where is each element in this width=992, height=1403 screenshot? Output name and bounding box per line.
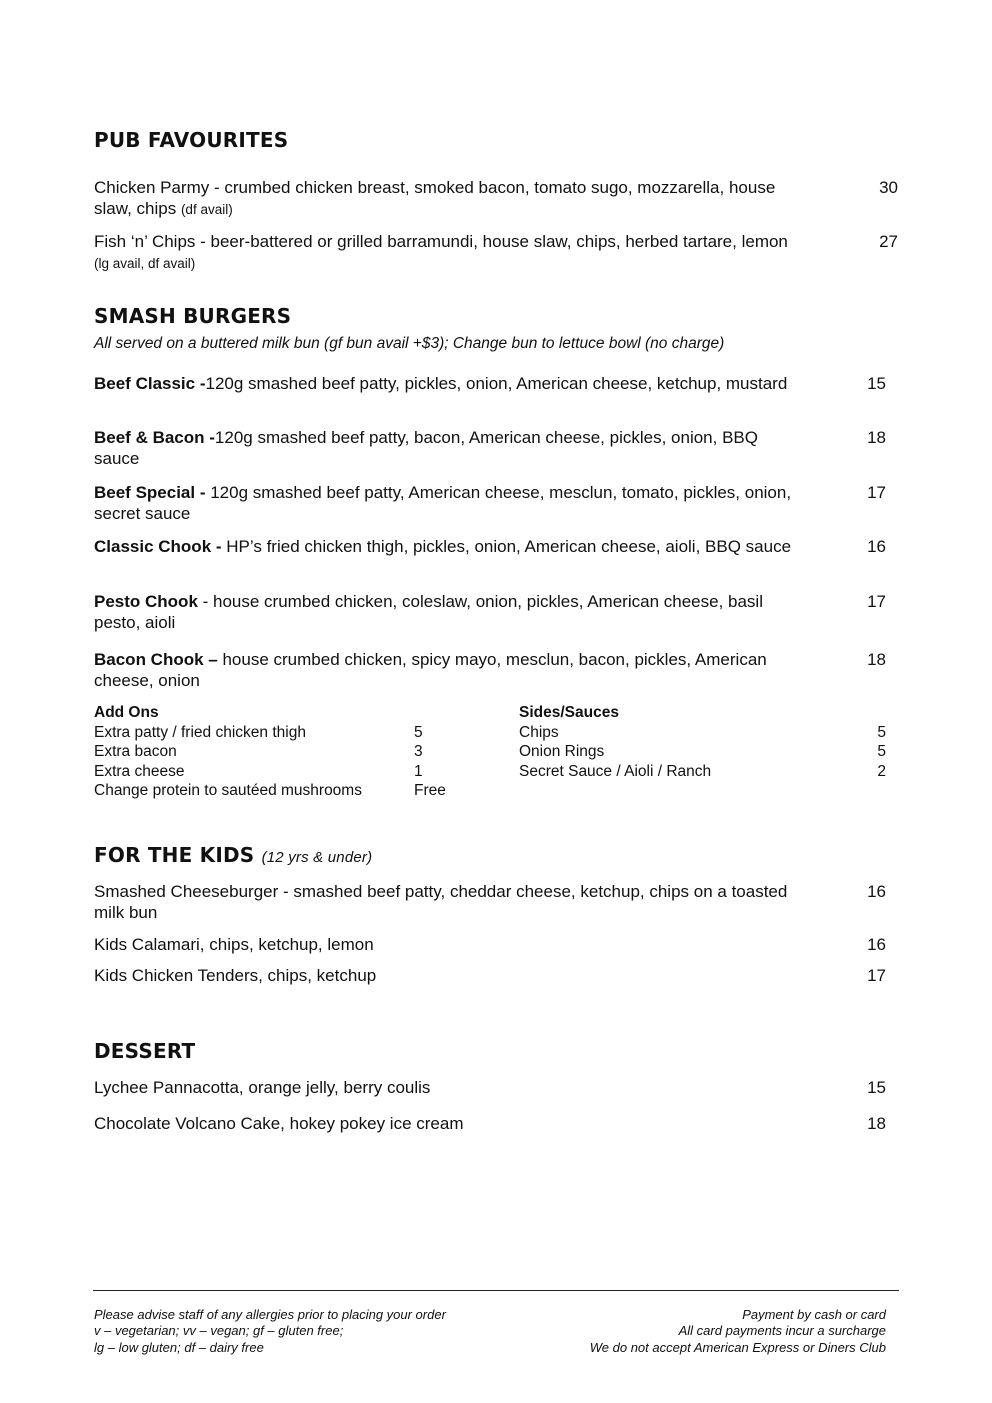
item-description: - beer-battered or grilled barramundi, house slaw, chips, herbed tartare, lemon <box>195 232 788 251</box>
section-title-smash-burgers: SMASH BURGERS <box>94 304 292 328</box>
footer-allergy-notes <box>94 1307 446 1356</box>
add-on-row <box>94 742 454 762</box>
item-description: Chocolate Volcano Cake, hokey pokey ice cream <box>94 1114 464 1133</box>
item-description: - house crumbed chicken, coleslaw, onion, pickles, American cheese, basil pesto, aioli <box>94 592 763 632</box>
item-name: Beef Classic - <box>94 374 206 393</box>
item-description: Smashed Cheeseburger - smashed beef patty, cheddar cheese, ketchup, chips on a toasted milk bun <box>94 882 788 922</box>
item-description: HP’s fried chicken thigh, pickles, onion, American cheese, aioli, BBQ sauce <box>221 537 792 556</box>
item-description: 120g smashed beef patty, bacon, American cheese, pickles, onion, BBQ sauce <box>94 428 758 468</box>
section-title-pub-favourites: PUB FAVOURITES <box>94 128 289 152</box>
side-row <box>519 742 886 762</box>
menu-item-fish-n-chips <box>94 231 898 274</box>
menu-item-chicken-parmy <box>94 177 898 220</box>
side-price: 2 <box>877 762 886 780</box>
item-description: house crumbed chicken, spicy mayo, mesclun, bacon, pickles, American cheese, onion <box>94 650 767 690</box>
item-price: 16 <box>867 935 886 954</box>
dietary-note: (lg avail, df avail) <box>94 256 196 271</box>
side-price: 5 <box>877 723 886 741</box>
add-on-row <box>94 781 454 801</box>
footer-divider <box>93 1290 899 1291</box>
menu-item-kids-chicken-tenders <box>94 965 898 986</box>
side-row <box>519 762 886 782</box>
footer-line: All card payments incur a surcharge <box>678 1323 886 1339</box>
item-name: Fish ‘n’ Chips <box>94 232 196 251</box>
item-description: 120g smashed beef patty, American cheese, mesclun, tomato, pickles, onion, secret sauce <box>94 483 792 523</box>
menu-item-pesto-chook <box>94 591 898 633</box>
side-label: Chips <box>519 723 559 741</box>
item-price: 15 <box>867 1078 886 1097</box>
item-price: 16 <box>867 537 886 556</box>
menu-item-beef-classic <box>94 373 898 394</box>
add-on-label: Extra patty / fried chicken thigh <box>94 723 306 741</box>
item-description: Lychee Pannacotta, orange jelly, berry coulis <box>94 1078 431 1097</box>
kids-age-note: (12 yrs & under) <box>261 849 373 866</box>
item-name: Bacon Chook – <box>94 650 218 669</box>
add-on-row <box>94 723 454 743</box>
side-label: Secret Sauce / Aioli / Ranch <box>519 762 712 780</box>
add-on-row <box>94 762 454 782</box>
footer-line: Please advise staff of any allergies prior to placing your order <box>94 1307 446 1322</box>
footer-payment-notes <box>590 1307 886 1356</box>
item-name: Chicken Parmy <box>94 178 210 197</box>
item-name: Beef Special - <box>94 483 206 502</box>
item-name: Beef & Bacon - <box>94 428 215 447</box>
kids-title-text: FOR THE KIDS <box>94 843 255 867</box>
item-price: 27 <box>879 232 898 251</box>
item-price: 18 <box>867 428 886 447</box>
menu-item-kids-calamari <box>94 934 898 955</box>
item-price: 18 <box>867 650 886 669</box>
menu-item-chocolate-volcano-cake <box>94 1113 898 1134</box>
add-on-price: 3 <box>414 743 423 760</box>
add-ons-heading: Add Ons <box>94 704 159 721</box>
sides-column <box>519 703 886 781</box>
menu-item-bacon-chook <box>94 649 898 691</box>
item-price: 15 <box>867 374 886 393</box>
add-on-price: Free <box>414 782 446 799</box>
item-description: Kids Calamari, chips, ketchup, lemon <box>94 935 374 954</box>
section-title-kids <box>94 845 372 868</box>
item-price: 30 <box>879 178 898 197</box>
section-title-dessert: DESSERT <box>94 1039 196 1063</box>
menu-item-kids-cheeseburger <box>94 881 898 923</box>
side-price: 5 <box>877 743 886 760</box>
item-description: - crumbed chicken breast, smoked bacon, tomato sugo, mozzarella, house slaw, chips <box>94 178 776 218</box>
side-row <box>519 723 886 743</box>
item-description: Kids Chicken Tenders, chips, ketchup <box>94 966 377 985</box>
footer-line: v – vegetarian; vv – vegan; gf – gluten free; <box>94 1323 344 1339</box>
menu-item-lychee-pannacotta <box>94 1077 898 1098</box>
add-on-label: Extra bacon <box>94 743 177 760</box>
section-subtitle-smash-burgers: All served on a buttered milk bun (gf bun avail +$3); Change bun to lettuce bowl (no charge) <box>94 335 725 352</box>
menu-item-beef-special <box>94 482 898 524</box>
add-on-label: Change protein to sautéed mushrooms <box>94 782 362 799</box>
item-name: Pesto Chook <box>94 592 198 611</box>
item-price: 17 <box>867 483 886 502</box>
item-description: 120g smashed beef patty, pickles, onion, American cheese, ketchup, mustard <box>205 374 788 393</box>
item-price: 17 <box>867 966 886 985</box>
add-on-price: 1 <box>414 762 423 780</box>
footer-line: Payment by cash or card <box>742 1307 886 1322</box>
add-ons-column <box>94 703 454 801</box>
dietary-note: (df avail) <box>180 202 233 217</box>
item-name: Classic Chook - <box>94 537 222 556</box>
item-price: 16 <box>867 882 886 901</box>
item-price: 17 <box>867 592 886 611</box>
add-on-label: Extra cheese <box>94 762 185 780</box>
sides-heading: Sides/Sauces <box>519 704 619 721</box>
menu-item-beef-bacon <box>94 427 898 469</box>
menu-item-classic-chook <box>94 536 898 557</box>
side-label: Onion Rings <box>519 743 605 760</box>
item-price: 18 <box>867 1114 886 1133</box>
footer-line: We do not accept American Express or Diners Club <box>589 1339 886 1355</box>
footer-line: lg – low gluten; df – dairy free <box>94 1339 264 1355</box>
add-on-price: 5 <box>414 723 423 741</box>
